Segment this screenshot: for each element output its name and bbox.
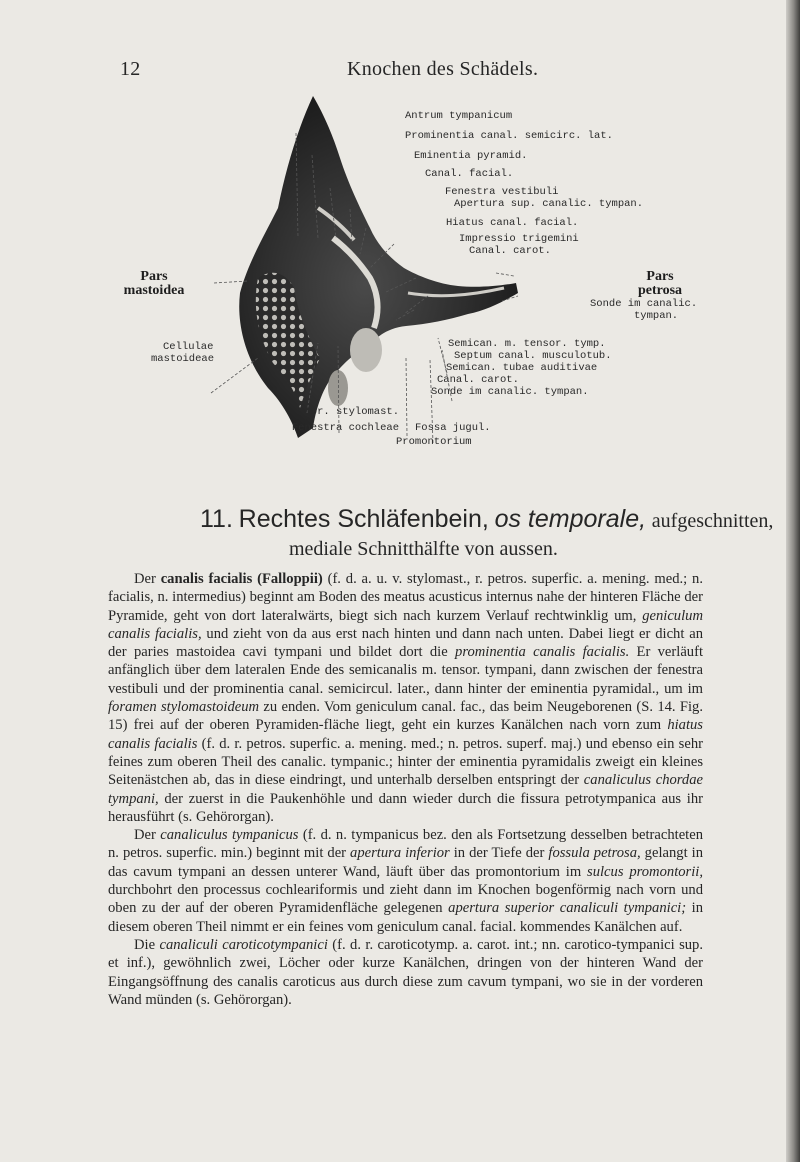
term-italic: fossula petrosa, <box>548 845 641 862</box>
caption-rest: aufgeschnitten, <box>651 510 774 532</box>
text-run: in der Tiefe der <box>449 845 549 862</box>
caption-subtitle: mediale Schnitthälfte von aussen. <box>289 538 558 560</box>
term-italic: canaliculi caroticotympanici <box>159 936 328 953</box>
caption-latin: os temporale, <box>494 505 647 533</box>
term-italic: prominentia canalis facialis. <box>455 644 630 661</box>
leader-lines <box>108 88 708 468</box>
text-run: Der <box>134 827 161 844</box>
label-cellulae-2: mastoideae <box>151 353 215 365</box>
label-prominentia: Prominentia canal. semicirc. lat. <box>405 130 613 142</box>
text-run: (f. d. n. tympanicus bez. den als Fortsetzung desselben betrachteten n. petros. superfic. min.) beginnt mit der <box>108 827 704 862</box>
page-edge-shadow <box>786 0 800 1162</box>
term-bold: canalis facialis (Falloppii) <box>160 571 323 587</box>
label-pars-petrosa-2: petrosa <box>637 283 683 298</box>
paragraph-canaliculi-caroticotympanici <box>108 936 703 1009</box>
temporal-bone-figure <box>108 88 708 468</box>
label-fenestra-cochleae: Fenestra cochleae <box>291 422 399 434</box>
label-canal-carot-top: Canal. carot. <box>469 245 551 257</box>
text-run: durchbohrt den processus cochleariformis und zieht dann im Knochen bogenförmig nach vorn und oben zu der auf der oberen Pyramidenfläche gelegenen <box>108 882 703 917</box>
label-canal-carot-bottom: Canal. carot. <box>437 374 519 386</box>
term-italic: apertura superior canaliculi tympanici; <box>448 900 687 917</box>
term-italic: hiatus canalis facialis <box>108 717 703 752</box>
label-apertura: Apertura sup. canalic. tympan. <box>454 198 644 210</box>
label-septum: Septum canal. musculotub. <box>454 350 612 362</box>
text-run: Die <box>134 936 160 953</box>
caption-title: Rechtes Schläfenbein, <box>238 505 489 533</box>
text-run: in diesem oberen Theil nimmt er ein feines vom geniculum canal. facial. kommendes Kanälchen auf. <box>108 900 703 935</box>
paragraph-canaliculus-tympanicus <box>108 826 703 936</box>
term-italic: canaliculus chordae tympani, <box>108 772 704 807</box>
body-text <box>108 570 703 1009</box>
label-cellulae-1: Cellulae <box>163 341 214 353</box>
term-italic: geniculum canalis facialis, <box>108 607 703 642</box>
label-promontorium: Promontorium <box>396 436 472 448</box>
label-canal-facial: Canal. facial. <box>425 168 514 180</box>
term-italic: foramen stylomastoideum <box>108 699 260 716</box>
text-run: und zieht von da aus erst nach hinten und dann nach unten. Dabei liegt er dicht an der paries mastoidea cavi tympani und bildet dort die <box>108 625 703 661</box>
text-run: Er verläuft anfänglich über dem lateralen Ende des semicanalis m. tensor. tympani, dann zwischen der fenestra vestibuli und der prominentia canal. semicircul. later., dann hinter der eminentia pyramidal., um im <box>108 644 704 697</box>
term-italic: sulcus promontorii, <box>587 863 703 880</box>
label-semican-tensor: Semican. m. tensor. tymp. <box>448 338 606 350</box>
label-sonde-2: tympan. <box>634 310 679 322</box>
label-fossa: Fossa jugul. <box>415 422 491 434</box>
label-hiatus: Hiatus canal. facial. <box>446 217 579 229</box>
label-pars-mastoidea-1: Pars <box>140 269 168 284</box>
label-antrum: Antrum tympanicum <box>405 110 513 122</box>
page-number: 12 <box>120 58 141 80</box>
text-run: (f. d. a. u. v. stylomast., r. petros. superfic. a. mening. med.; n. facialis, n. intermedius) beginnt am Boden des meatus acusticus internus nahe der hinteren Fläche der Pyramide, geht von dort lateralwärts, biegt sich nach kurzem Verlauf rechtwinklig um, <box>108 571 703 624</box>
label-eminentia: Eminentia pyramid. <box>414 150 528 162</box>
text-run: (f. d. r. petros. superfic. a. mening. med.; n. petros. superf. maj.) und ebenso ein sehr feines zum oberen Theil des canalic. tympanic.; hinter der eminentia pyramidalis zweigt ein kleines Seitenästchen ab, das in diese eindringt, und unterhalb derselben entspringt der <box>108 735 703 789</box>
label-pars-petrosa-1: Pars <box>646 269 674 284</box>
text-run: (f. d. r. caroticotymp. a. carot. int.; nn. carotico-tympanici sup. et inf.), gewöhnlich zwei, Löcher oder kurze Kanälchen, dringen von der hinteren Wand der Eingangsöffnung des canalis caroticus aus durch diese zum cavum tympani, wo sie in der vorderen Wand münden (s. Gehörorgan). <box>108 936 703 1008</box>
running-header: Knochen des Schädels. <box>347 58 539 80</box>
term-italic: canaliculus tympanicus <box>160 827 299 844</box>
label-sonde-1: Sonde im canalic. <box>590 298 698 310</box>
text-run: gelangt in das cavum tympani an dessen unterer Wand, läuft über das promontorium im <box>108 845 703 880</box>
caption-number: 11. <box>200 505 233 533</box>
label-for-stylomast: For. stylomast. <box>304 406 399 418</box>
figure-caption <box>200 505 774 561</box>
label-semican-tubae: Semican. tubae auditivae <box>446 362 598 374</box>
text-run: Der <box>134 571 161 587</box>
paragraph-canalis-facialis <box>108 570 703 826</box>
text-run: zu enden. Vom geniculum canal. fac., das beim Neugeborenen (S. 14. Fig. 15) frei auf der oberen Pyramiden-fläche liegt, geht ein kurzes Kanälchen nach vorn zum <box>108 699 703 734</box>
label-impressio: Impressio trigemini <box>459 233 579 245</box>
label-fenestra-vestibuli: Fenestra vestibuli <box>445 186 559 198</box>
text-run: der zuerst in die Paukenhöhle und dann wieder durch die fissura petrotympanica aus ihr herausführt (s. Gehörorgan). <box>108 790 703 825</box>
label-sonde-canalic: Sonde im canalic. tympan. <box>431 386 589 398</box>
label-pars-mastoidea-2: mastoidea <box>123 283 185 298</box>
term-italic: apertura inferior <box>350 845 450 862</box>
